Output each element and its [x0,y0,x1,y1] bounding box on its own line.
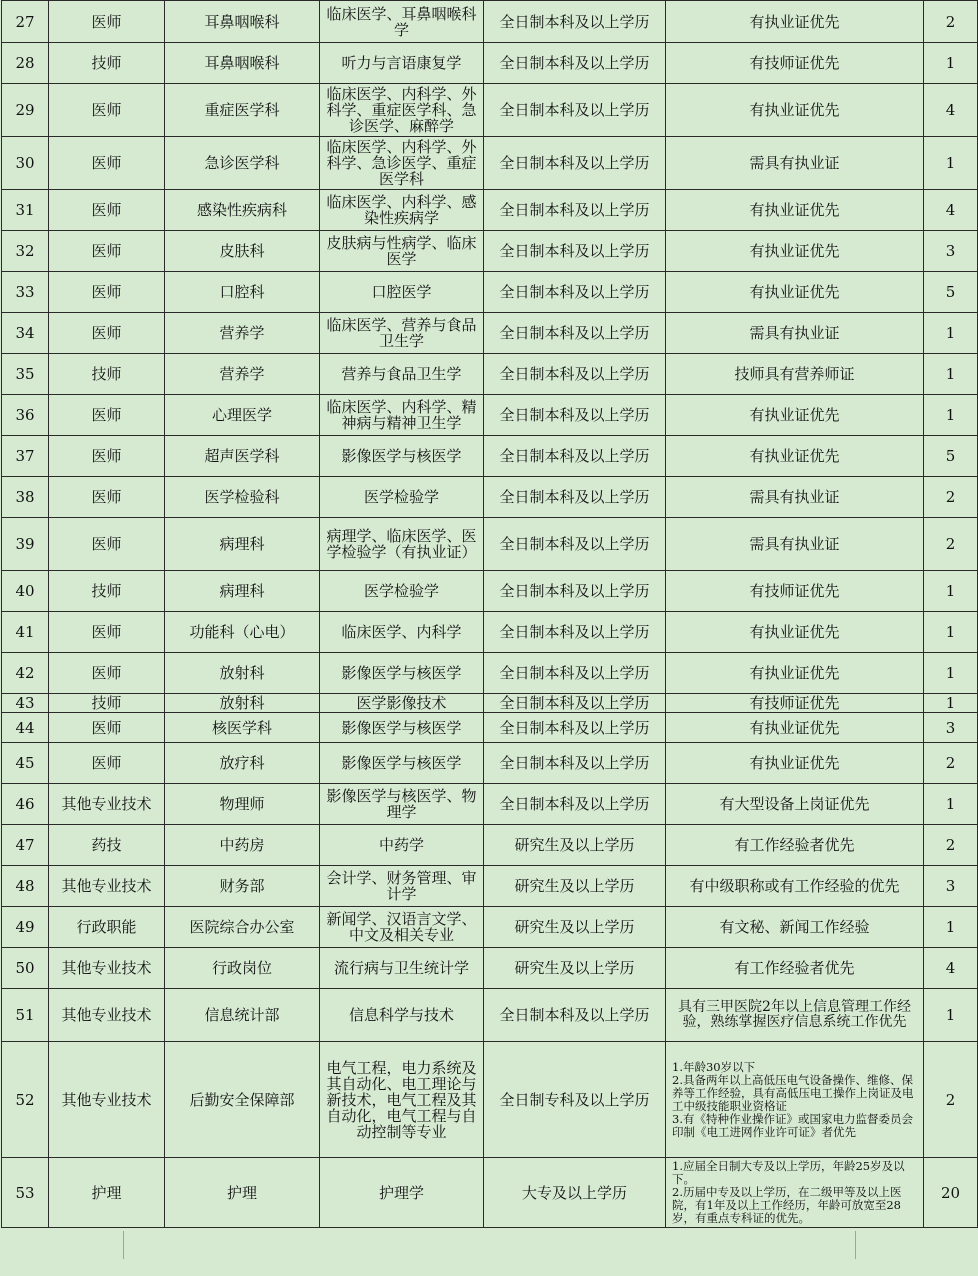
cell-number: 32 [2,231,49,272]
cell-major: 临床医学、内科学、精神病与精神卫生学 [320,395,484,436]
cell-headcount: 4 [924,84,978,137]
cell-education: 全日制本科及以上学历 [484,571,666,612]
cell-education: 全日制本科及以上学历 [484,354,666,395]
cell-headcount: 2 [924,1042,978,1158]
cell-major: 临床医学、营养与食品卫生学 [320,313,484,354]
cell-department: 放射科 [165,694,320,713]
cell-department: 信息统计部 [165,989,320,1042]
cell-position-type: 技师 [49,571,165,612]
cell-department: 护理 [165,1158,320,1228]
cell-number: 30 [2,137,49,190]
cell-department: 放射科 [165,653,320,694]
cell-major: 影像医学与核医学 [320,743,484,784]
cell-department: 营养学 [165,354,320,395]
cell-department: 医院综合办公室 [165,907,320,948]
cell-number: 52 [2,1042,49,1158]
cell-headcount: 1 [924,354,978,395]
table-row [2,694,978,713]
cell-number: 33 [2,272,49,313]
cell-number: 40 [2,571,49,612]
table-row [2,43,978,84]
cell-number: 38 [2,477,49,518]
cell-requirements: 有工作经验者优先 [666,948,924,989]
cell-requirements: 有文秘、新闻工作经验 [666,907,924,948]
table-row [2,653,978,694]
cell-department: 中药房 [165,825,320,866]
cell-education: 全日制本科及以上学历 [484,694,666,713]
cell-headcount: 1 [924,989,978,1042]
cell-education: 全日制专科及以上学历 [484,1042,666,1158]
cell-education: 全日制本科及以上学历 [484,190,666,231]
cell-headcount: 3 [924,231,978,272]
cell-headcount: 1 [924,784,978,825]
cell-number: 44 [2,713,49,743]
cell-number: 37 [2,436,49,477]
cell-department: 耳鼻咽喉科 [165,1,320,43]
cell-headcount: 2 [924,518,978,571]
cell-number: 45 [2,743,49,784]
cell-education: 全日制本科及以上学历 [484,436,666,477]
cell-education: 全日制本科及以上学历 [484,713,666,743]
cell-requirements: 有执业证优先 [666,436,924,477]
table-row [2,436,978,477]
cell-department: 病理科 [165,571,320,612]
cell-number: 29 [2,84,49,137]
cell-requirements: 1.应届全日制大专及以上学历，年龄25岁及以下。 2.历届中专及以上学历，在二级甲等及以上医院，有1年及以上工作经历，年龄可放宽至28岁，有重点专科证的优先。 [666,1158,924,1228]
cell-number: 34 [2,313,49,354]
cell-position-type: 医师 [49,231,165,272]
cell-headcount: 3 [924,866,978,907]
cell-major: 临床医学、耳鼻咽喉科学 [320,1,484,43]
cell-requirements: 需具有执业证 [666,137,924,190]
cell-headcount: 2 [924,743,978,784]
cell-number: 49 [2,907,49,948]
cell-education: 全日制本科及以上学历 [484,612,666,653]
table-row [2,137,978,190]
cell-education: 全日制本科及以上学历 [484,272,666,313]
cell-headcount: 2 [924,825,978,866]
cell-requirements: 需具有执业证 [666,313,924,354]
cell-number: 27 [2,1,49,43]
cell-headcount: 1 [924,653,978,694]
cell-headcount: 1 [924,907,978,948]
cell-position-type: 医师 [49,713,165,743]
cell-education: 研究生及以上学历 [484,907,666,948]
cell-position-type: 护理 [49,1158,165,1228]
table-row [2,989,978,1042]
cell-requirements: 有执业证优先 [666,231,924,272]
cell-position-type: 其他专业技术 [49,866,165,907]
cell-position-type: 其他专业技术 [49,989,165,1042]
cell-major: 皮肤病与性病学、临床医学 [320,231,484,272]
cell-headcount: 4 [924,190,978,231]
table-row [2,518,978,571]
cell-department: 行政岗位 [165,948,320,989]
cell-education: 全日制本科及以上学历 [484,1,666,43]
cell-requirements: 1.年龄30岁以下 2.具备两年以上高低压电气设备操作、维修、保养等工作经验，具有高低压电工操作上岗证及电工中级技能职业资格证 3.有《特种作业操作证》或国家电力监督委员会印制《电工进网作业许可证》者优先 [666,1042,924,1158]
cell-requirements: 有执业证优先 [666,1,924,43]
cell-number: 39 [2,518,49,571]
table-row [2,825,978,866]
cell-headcount: 1 [924,571,978,612]
cell-position-type: 医师 [49,653,165,694]
table-row [2,948,978,989]
cell-requirements: 有技师证优先 [666,43,924,84]
cell-education: 全日制本科及以上学历 [484,313,666,354]
table-row [2,272,978,313]
cell-number: 47 [2,825,49,866]
cell-headcount: 20 [924,1158,978,1228]
cell-major: 医学检验学 [320,477,484,518]
cell-position-type: 医师 [49,436,165,477]
table-row [2,743,978,784]
table-row [2,1158,978,1228]
cell-number: 48 [2,866,49,907]
cell-position-type: 医师 [49,518,165,571]
table-row [2,231,978,272]
cell-department: 放疗科 [165,743,320,784]
cell-department: 急诊医学科 [165,137,320,190]
cell-headcount: 1 [924,43,978,84]
cell-requirements: 具有三甲医院2年以上信息管理工作经验，熟练掌握医疗信息系统工作优先 [666,989,924,1042]
cell-major: 营养与食品卫生学 [320,354,484,395]
cell-education: 全日制本科及以上学历 [484,477,666,518]
cell-major: 护理学 [320,1158,484,1228]
cell-major: 中药学 [320,825,484,866]
cell-requirements: 有执业证优先 [666,395,924,436]
cell-department: 病理科 [165,518,320,571]
cell-number: 35 [2,354,49,395]
cell-department: 口腔科 [165,272,320,313]
cell-major: 病理学、临床医学、医学检验学（有执业证） [320,518,484,571]
cell-number: 53 [2,1158,49,1228]
cell-requirements: 有大型设备上岗证优先 [666,784,924,825]
cell-major: 会计学、财务管理、审计学 [320,866,484,907]
cell-position-type: 医师 [49,272,165,313]
cell-major: 听力与言语康复学 [320,43,484,84]
cell-position-type: 其他专业技术 [49,948,165,989]
table-row [2,190,978,231]
cell-department: 功能科（心电） [165,612,320,653]
cell-headcount: 1 [924,313,978,354]
cell-major: 影像医学与核医学 [320,653,484,694]
cell-requirements: 有执业证优先 [666,84,924,137]
cell-major: 影像医学与核医学、物理学 [320,784,484,825]
cell-department: 核医学科 [165,713,320,743]
cell-position-type: 医师 [49,477,165,518]
cell-requirements: 有中级职称或有工作经验的优先 [666,866,924,907]
cell-education: 全日制本科及以上学历 [484,137,666,190]
cell-position-type: 医师 [49,743,165,784]
cell-major: 临床医学、内科学 [320,612,484,653]
cell-requirements: 有技师证优先 [666,694,924,713]
cell-major: 临床医学、内科学、感染性疾病学 [320,190,484,231]
cell-department: 财务部 [165,866,320,907]
cell-requirements: 有执业证优先 [666,653,924,694]
cell-education: 研究生及以上学历 [484,948,666,989]
cell-requirements: 需具有执业证 [666,477,924,518]
cell-education: 全日制本科及以上学历 [484,784,666,825]
cell-requirements: 需具有执业证 [666,518,924,571]
cell-requirements: 有工作经验者优先 [666,825,924,866]
cell-requirements: 有执业证优先 [666,743,924,784]
cell-major: 流行病与卫生统计学 [320,948,484,989]
cell-education: 全日制本科及以上学历 [484,989,666,1042]
cell-education: 全日制本科及以上学历 [484,653,666,694]
cell-requirements: 有执业证优先 [666,190,924,231]
cell-requirements: 有执业证优先 [666,272,924,313]
table-row [2,866,978,907]
table-row [2,784,978,825]
cell-major: 临床医学、内科学、外科学、重症医学科、急诊医学、麻醉学 [320,84,484,137]
cell-position-type: 医师 [49,313,165,354]
cell-requirements: 有执业证优先 [666,713,924,743]
cell-position-type: 技师 [49,694,165,713]
cell-headcount: 1 [924,395,978,436]
cell-department: 营养学 [165,313,320,354]
cell-position-type: 医师 [49,612,165,653]
cell-position-type: 医师 [49,190,165,231]
cell-number: 43 [2,694,49,713]
cell-position-type: 医师 [49,395,165,436]
cell-position-type: 技师 [49,354,165,395]
table-row [2,907,978,948]
cell-headcount: 1 [924,137,978,190]
cell-major: 影像医学与核医学 [320,436,484,477]
table-row [2,313,978,354]
cell-headcount: 4 [924,948,978,989]
cell-department: 超声医学科 [165,436,320,477]
cell-department: 皮肤科 [165,231,320,272]
cell-position-type: 其他专业技术 [49,1042,165,1158]
table-row [2,354,978,395]
cell-education: 全日制本科及以上学历 [484,518,666,571]
cell-department: 耳鼻咽喉科 [165,43,320,84]
cell-education: 大专及以上学历 [484,1158,666,1228]
page-corner-mark-right [855,1231,884,1259]
recruitment-table [1,0,978,1228]
table-row [2,612,978,653]
cell-headcount: 3 [924,713,978,743]
cell-major: 新闻学、汉语言文学、中文及相关专业 [320,907,484,948]
cell-major: 影像医学与核医学 [320,713,484,743]
cell-education: 全日制本科及以上学历 [484,743,666,784]
cell-headcount: 1 [924,694,978,713]
cell-department: 物理师 [165,784,320,825]
table-row [2,713,978,743]
cell-headcount: 2 [924,477,978,518]
cell-number: 51 [2,989,49,1042]
cell-major: 电气工程，电力系统及其自动化、电工理论与新技术，电气工程及其自动化，电气工程与自动控制等专业 [320,1042,484,1158]
cell-major: 医学检验学 [320,571,484,612]
cell-major: 信息科学与技术 [320,989,484,1042]
cell-department: 心理医学 [165,395,320,436]
cell-major: 医学影像技术 [320,694,484,713]
cell-education: 全日制本科及以上学历 [484,84,666,137]
cell-headcount: 1 [924,612,978,653]
cell-number: 31 [2,190,49,231]
cell-education: 全日制本科及以上学历 [484,395,666,436]
cell-department: 医学检验科 [165,477,320,518]
cell-requirements: 有技师证优先 [666,571,924,612]
cell-education: 研究生及以上学历 [484,825,666,866]
cell-number: 42 [2,653,49,694]
cell-headcount: 5 [924,272,978,313]
table-row [2,571,978,612]
cell-number: 36 [2,395,49,436]
cell-department: 重症医学科 [165,84,320,137]
cell-education: 全日制本科及以上学历 [484,231,666,272]
table-row [2,1042,978,1158]
table-row [2,84,978,137]
cell-requirements: 技师具有营养师证 [666,354,924,395]
cell-position-type: 技师 [49,43,165,84]
page-corner-mark-left [95,1231,124,1259]
cell-number: 50 [2,948,49,989]
table-row [2,395,978,436]
cell-position-type: 行政职能 [49,907,165,948]
cell-major: 临床医学、内科学、外科学、急诊医学、重症医学科 [320,137,484,190]
cell-requirements: 有执业证优先 [666,612,924,653]
cell-headcount: 5 [924,436,978,477]
cell-department: 后勤安全保障部 [165,1042,320,1158]
table-row [2,477,978,518]
cell-number: 46 [2,784,49,825]
cell-department: 感染性疾病科 [165,190,320,231]
cell-education: 全日制本科及以上学历 [484,43,666,84]
cell-position-type: 其他专业技术 [49,784,165,825]
cell-position-type: 医师 [49,137,165,190]
table-row [2,1,978,43]
cell-education: 研究生及以上学历 [484,866,666,907]
cell-position-type: 药技 [49,825,165,866]
cell-number: 28 [2,43,49,84]
cell-headcount: 2 [924,1,978,43]
cell-major: 口腔医学 [320,272,484,313]
cell-position-type: 医师 [49,84,165,137]
cell-position-type: 医师 [49,1,165,43]
cell-number: 41 [2,612,49,653]
